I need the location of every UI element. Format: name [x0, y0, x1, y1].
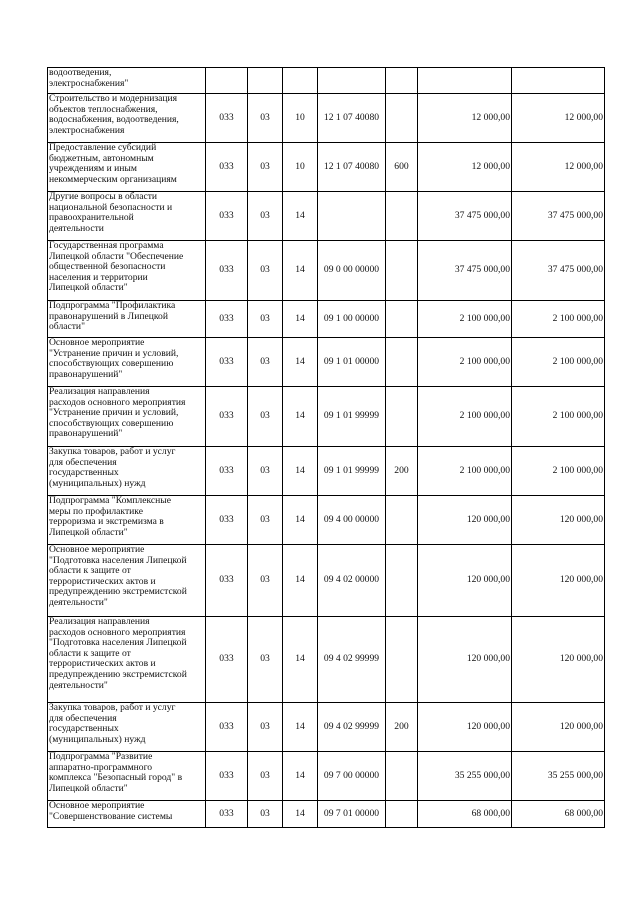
subsection-cell [283, 68, 318, 94]
expense-name-cell: Закупка товаров, работ и услуг для обеспечения государственных (муниципальных) нужд [48, 447, 206, 496]
expense-name-cell: Подпрограмма "Развитие аппаратно-программного комплекса "Безопасный город" в Липецкой области" [48, 752, 206, 801]
ministry-code-cell: 033 [206, 192, 248, 241]
target-article-cell: 09 1 01 00000 [318, 338, 386, 387]
expense-type-cell [386, 68, 418, 94]
section-cell: 03 [248, 447, 283, 496]
amount-year2-cell: 2 100 000,00 [512, 301, 605, 338]
subsection-cell: 14 [283, 545, 318, 617]
target-article-cell [318, 192, 386, 241]
subsection-cell: 14 [283, 752, 318, 801]
expense-type-cell [386, 545, 418, 617]
target-article-cell: 09 4 02 00000 [318, 545, 386, 617]
table-row [48, 801, 605, 828]
target-article-cell: 09 7 01 00000 [318, 801, 386, 828]
table-row [48, 703, 605, 752]
table-row [48, 241, 605, 301]
expense-name-cell: Основное мероприятие "Совершенствование системы [48, 801, 206, 828]
subsection-cell: 10 [283, 94, 318, 143]
ministry-code-cell: 033 [206, 752, 248, 801]
amount-year1-cell: 2 100 000,00 [418, 338, 512, 387]
subsection-cell: 14 [283, 447, 318, 496]
expense-name-cell: Подпрограмма "Профилактика правонарушений в Липецкой области" [48, 301, 206, 338]
subsection-cell: 14 [283, 192, 318, 241]
expense-name-cell: Реализация направления расходов основного мероприятия "Устранение причин и условий, способствующих совершению правонарушений" [48, 387, 206, 447]
expense-type-cell: 200 [386, 703, 418, 752]
ministry-code-cell: 033 [206, 143, 248, 192]
target-article-cell: 09 1 01 99999 [318, 447, 386, 496]
expense-name-cell: Подпрограмма "Комплексные меры по профилактике терроризма и экстремизма в Липецкой области" [48, 496, 206, 545]
ministry-code-cell: 033 [206, 387, 248, 447]
expense-type-cell [386, 192, 418, 241]
ministry-code-cell: 033 [206, 545, 248, 617]
target-article-cell: 09 1 00 00000 [318, 301, 386, 338]
expense-name-cell: Закупка товаров, работ и услуг для обеспечения государственных (муниципальных) нужд [48, 703, 206, 752]
section-cell: 03 [248, 301, 283, 338]
table-row [48, 447, 605, 496]
subsection-cell: 14 [283, 801, 318, 828]
ministry-code-cell: 033 [206, 338, 248, 387]
amount-year2-cell: 2 100 000,00 [512, 447, 605, 496]
section-cell: 03 [248, 496, 283, 545]
ministry-code-cell: 033 [206, 801, 248, 828]
table-row [48, 496, 605, 545]
amount-year1-cell: 68 000,00 [418, 801, 512, 828]
section-cell: 03 [248, 703, 283, 752]
budget-table-body [48, 68, 605, 828]
section-cell: 03 [248, 752, 283, 801]
amount-year2-cell: 12 000,00 [512, 94, 605, 143]
section-cell: 03 [248, 94, 283, 143]
target-article-cell: 12 1 07 40080 [318, 143, 386, 192]
expense-type-cell [386, 387, 418, 447]
subsection-cell: 14 [283, 703, 318, 752]
table-row [48, 752, 605, 801]
table-row [48, 143, 605, 192]
expense-name-cell: Реализация направления расходов основного мероприятия "Подготовка населения Липецкой области к защите от террористических актов и предупреждению экстремистской деятельности" [48, 617, 206, 703]
expense-type-cell [386, 801, 418, 828]
table-row [48, 338, 605, 387]
expense-name-cell: Другие вопросы в области национальной безопасности и правоохранительной деятельности [48, 192, 206, 241]
amount-year2-cell: 2 100 000,00 [512, 387, 605, 447]
section-cell [248, 68, 283, 94]
section-cell: 03 [248, 387, 283, 447]
target-article-cell [318, 68, 386, 94]
amount-year1-cell: 120 000,00 [418, 545, 512, 617]
ministry-code-cell: 033 [206, 94, 248, 143]
expense-type-cell [386, 301, 418, 338]
subsection-cell: 14 [283, 387, 318, 447]
section-cell: 03 [248, 545, 283, 617]
amount-year2-cell: 120 000,00 [512, 496, 605, 545]
expense-type-cell: 200 [386, 447, 418, 496]
budget-table [47, 67, 605, 828]
ministry-code-cell: 033 [206, 301, 248, 338]
table-row [48, 387, 605, 447]
amount-year1-cell: 12 000,00 [418, 94, 512, 143]
table-row [48, 94, 605, 143]
table-row [48, 68, 605, 94]
subsection-cell: 14 [283, 617, 318, 703]
subsection-cell: 14 [283, 496, 318, 545]
section-cell: 03 [248, 192, 283, 241]
section-cell: 03 [248, 143, 283, 192]
target-article-cell: 09 4 02 99999 [318, 617, 386, 703]
amount-year1-cell: 35 255 000,00 [418, 752, 512, 801]
ministry-code-cell: 033 [206, 617, 248, 703]
target-article-cell: 12 1 07 40080 [318, 94, 386, 143]
amount-year1-cell: 120 000,00 [418, 617, 512, 703]
amount-year1-cell: 37 475 000,00 [418, 192, 512, 241]
subsection-cell: 14 [283, 301, 318, 338]
expense-type-cell [386, 752, 418, 801]
target-article-cell: 09 1 01 99999 [318, 387, 386, 447]
expense-type-cell [386, 241, 418, 301]
expense-name-cell: Строительство и модернизация объектов теплоснабжения, водоснабжения, водоотведения, электроснабжения [48, 94, 206, 143]
amount-year1-cell: 37 475 000,00 [418, 241, 512, 301]
expense-name-cell: Предоставление субсидий бюджетным, автономным учреждениям и иным некоммерческим организациям [48, 143, 206, 192]
target-article-cell: 09 4 02 99999 [318, 703, 386, 752]
ministry-code-cell [206, 68, 248, 94]
amount-year1-cell: 120 000,00 [418, 496, 512, 545]
expense-name-cell: Государственная программа Липецкой области "Обеспечение общественной безопасности населения и территории Липецкой области" [48, 241, 206, 301]
ministry-code-cell: 033 [206, 241, 248, 301]
ministry-code-cell: 033 [206, 447, 248, 496]
ministry-code-cell: 033 [206, 496, 248, 545]
amount-year2-cell: 68 000,00 [512, 801, 605, 828]
amount-year2-cell: 12 000,00 [512, 143, 605, 192]
table-row [48, 192, 605, 241]
amount-year1-cell: 2 100 000,00 [418, 387, 512, 447]
subsection-cell: 14 [283, 338, 318, 387]
amount-year1-cell: 120 000,00 [418, 703, 512, 752]
table-row [48, 617, 605, 703]
amount-year2-cell: 120 000,00 [512, 703, 605, 752]
expense-type-cell [386, 617, 418, 703]
section-cell: 03 [248, 241, 283, 301]
table-row [48, 301, 605, 338]
expense-name-cell: водоотведения, электроснабжения" [48, 68, 206, 94]
expense-type-cell [386, 94, 418, 143]
amount-year1-cell: 2 100 000,00 [418, 447, 512, 496]
section-cell: 03 [248, 338, 283, 387]
subsection-cell: 14 [283, 241, 318, 301]
amount-year2-cell: 120 000,00 [512, 545, 605, 617]
target-article-cell: 09 0 00 00000 [318, 241, 386, 301]
amount-year2-cell: 2 100 000,00 [512, 338, 605, 387]
table-row [48, 545, 605, 617]
amount-year2-cell: 35 255 000,00 [512, 752, 605, 801]
expense-type-cell [386, 338, 418, 387]
target-article-cell: 09 7 00 00000 [318, 752, 386, 801]
ministry-code-cell: 033 [206, 703, 248, 752]
section-cell: 03 [248, 617, 283, 703]
target-article-cell: 09 4 00 00000 [318, 496, 386, 545]
subsection-cell: 10 [283, 143, 318, 192]
amount-year2-cell: 120 000,00 [512, 617, 605, 703]
section-cell: 03 [248, 801, 283, 828]
amount-year2-cell: 37 475 000,00 [512, 192, 605, 241]
amount-year1-cell [418, 68, 512, 94]
amount-year2-cell [512, 68, 605, 94]
amount-year1-cell: 2 100 000,00 [418, 301, 512, 338]
expense-type-cell: 600 [386, 143, 418, 192]
expense-name-cell: Основное мероприятие "Устранение причин и условий, способствующих совершению правонарушений" [48, 338, 206, 387]
amount-year2-cell: 37 475 000,00 [512, 241, 605, 301]
amount-year1-cell: 12 000,00 [418, 143, 512, 192]
expense-type-cell [386, 496, 418, 545]
expense-name-cell: Основное мероприятие "Подготовка населения Липецкой области к защите от террористических актов и предупреждению экстремистской деятельности" [48, 545, 206, 617]
